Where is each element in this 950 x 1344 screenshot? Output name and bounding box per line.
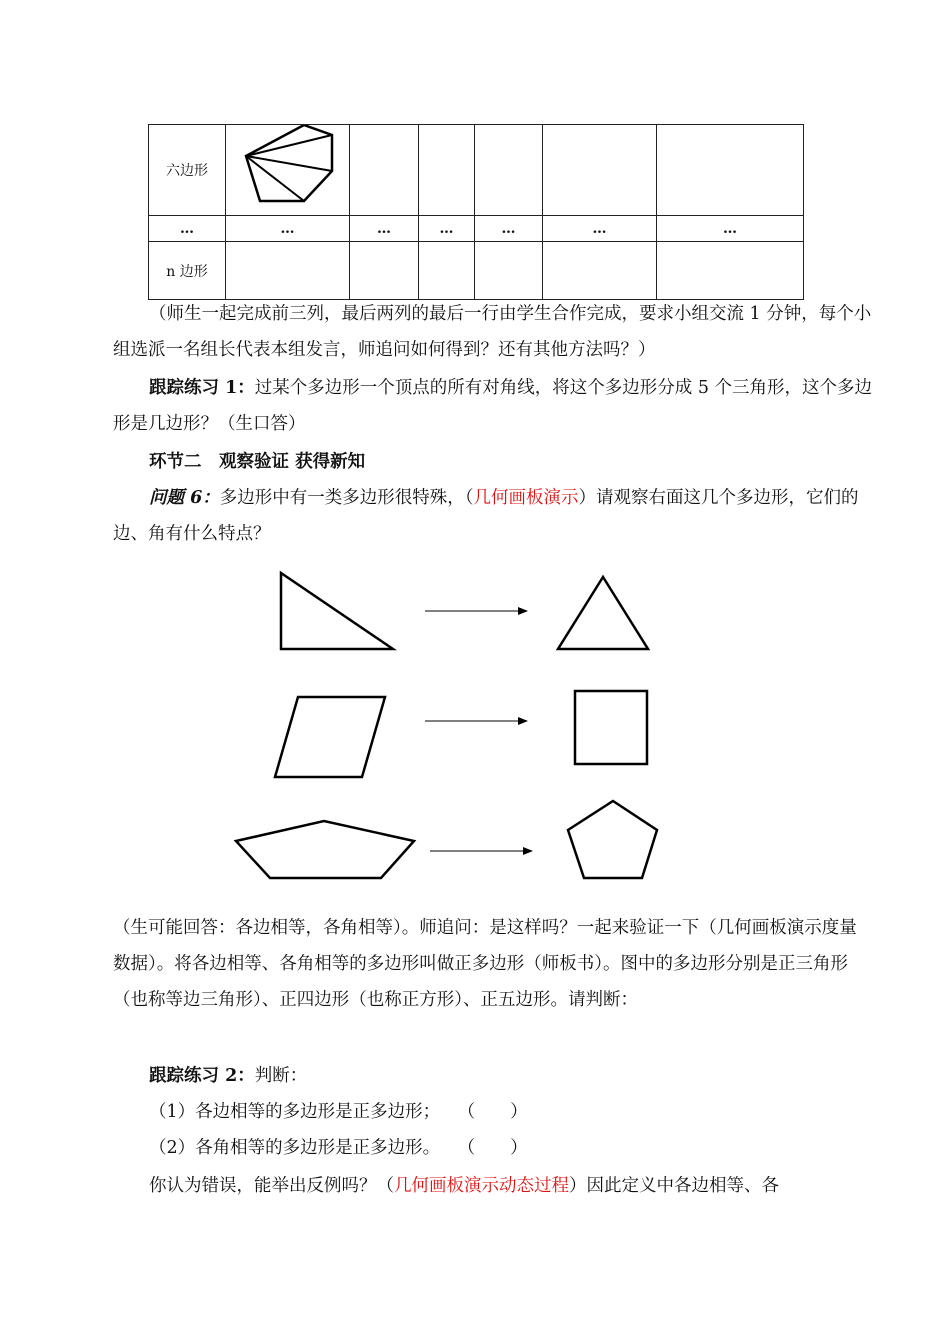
judge-item-1: （1）各边相等的多边形是正多边形； （ ） bbox=[149, 1102, 528, 1122]
table-cell: … bbox=[543, 216, 657, 242]
regular-pentagon-shape bbox=[568, 801, 657, 878]
section-heading: 环节二 观察验证 获得新知 bbox=[149, 452, 366, 472]
practice-2-text: 判断： bbox=[254, 1066, 308, 1086]
table-cell bbox=[226, 242, 350, 300]
table-cell bbox=[475, 242, 543, 300]
table-cell bbox=[657, 125, 804, 216]
irregular-pentagon-shape bbox=[236, 821, 414, 878]
hexagon-diagram bbox=[226, 125, 350, 216]
table-cell bbox=[419, 242, 475, 300]
paragraph-practice-1 bbox=[113, 370, 873, 442]
polygon-comparison-figure bbox=[0, 555, 950, 895]
paragraph-question-6 bbox=[113, 480, 873, 552]
table-cell bbox=[543, 125, 657, 216]
table-cell bbox=[475, 125, 543, 216]
table-cell bbox=[350, 242, 419, 300]
table-cell: … bbox=[226, 216, 350, 242]
table-row bbox=[149, 125, 804, 216]
table-row bbox=[149, 242, 804, 300]
judge-item-2: （2）各角相等的多边形是正多边形。 （ ） bbox=[149, 1138, 528, 1158]
counterexample-text-b: ）因此定义中各边相等、各 bbox=[569, 1176, 779, 1196]
table-cell: … bbox=[419, 216, 475, 242]
table-cell: … bbox=[350, 216, 419, 242]
hexagon-diagonals-figure bbox=[228, 125, 348, 211]
practice-1-label: 跟踪练习 1： bbox=[149, 378, 255, 398]
paragraph-practice-2 bbox=[113, 1058, 873, 1094]
table-cell bbox=[419, 125, 475, 216]
question-6-text-b: ）请观察右面这几个多边形，它们的边、角有什么特点？ bbox=[113, 488, 859, 544]
table-cell bbox=[543, 242, 657, 300]
right-triangle-shape bbox=[281, 573, 393, 649]
paragraph-counterexample bbox=[113, 1168, 873, 1204]
table-cell bbox=[657, 242, 804, 300]
question-6-label: 问题 6： bbox=[149, 488, 220, 508]
paragraph-observation: （生可能回答：各边相等，各角相等）。师追问：是这样吗？一起来验证一下（几何画板演示度量数据）。将各边相等、各角相等的多边形叫做正多边形（师板书）。图中的多边形分别是正三角形（也称等边三角形）、正四边形（也称正方形）、正五边形。请判断： bbox=[113, 918, 857, 1010]
practice-1-text: 过某个多边形一个顶点的所有对角线，将这个多边形分成 5 个三角形，这个多边形是几边形？（生口答） bbox=[113, 378, 873, 434]
parallelogram-shape bbox=[275, 697, 385, 777]
equilateral-triangle-shape bbox=[558, 577, 648, 649]
square-shape bbox=[575, 691, 647, 764]
paragraph-discussion: （师生一起完成前三列，最后两列的最后一行由学生合作完成，要求小组交流 1 分钟，每个小组选派一名组长代表本组发言，师追问如何得到？还有其他方法吗？） bbox=[113, 304, 872, 360]
row-label-hexagon: 六边形 bbox=[149, 125, 226, 216]
table-cell bbox=[350, 125, 419, 216]
table-cell: … bbox=[475, 216, 543, 242]
counterexample-highlight: 几何画板演示动态过程 bbox=[394, 1176, 569, 1196]
table-row bbox=[149, 216, 804, 242]
question-6-text-a: 多边形中有一类多边形很特殊，（ bbox=[219, 488, 474, 508]
counterexample-text-a: 你认为错误，能举出反例吗？（ bbox=[149, 1176, 394, 1196]
table-cell: … bbox=[657, 216, 804, 242]
practice-2-label: 跟踪练习 2： bbox=[149, 1066, 255, 1086]
question-6-highlight: 几何画板演示 bbox=[473, 488, 579, 508]
polygon-table bbox=[148, 124, 804, 300]
row-label-n-gon: n 边形 bbox=[149, 242, 226, 300]
table-cell: … bbox=[149, 216, 226, 242]
